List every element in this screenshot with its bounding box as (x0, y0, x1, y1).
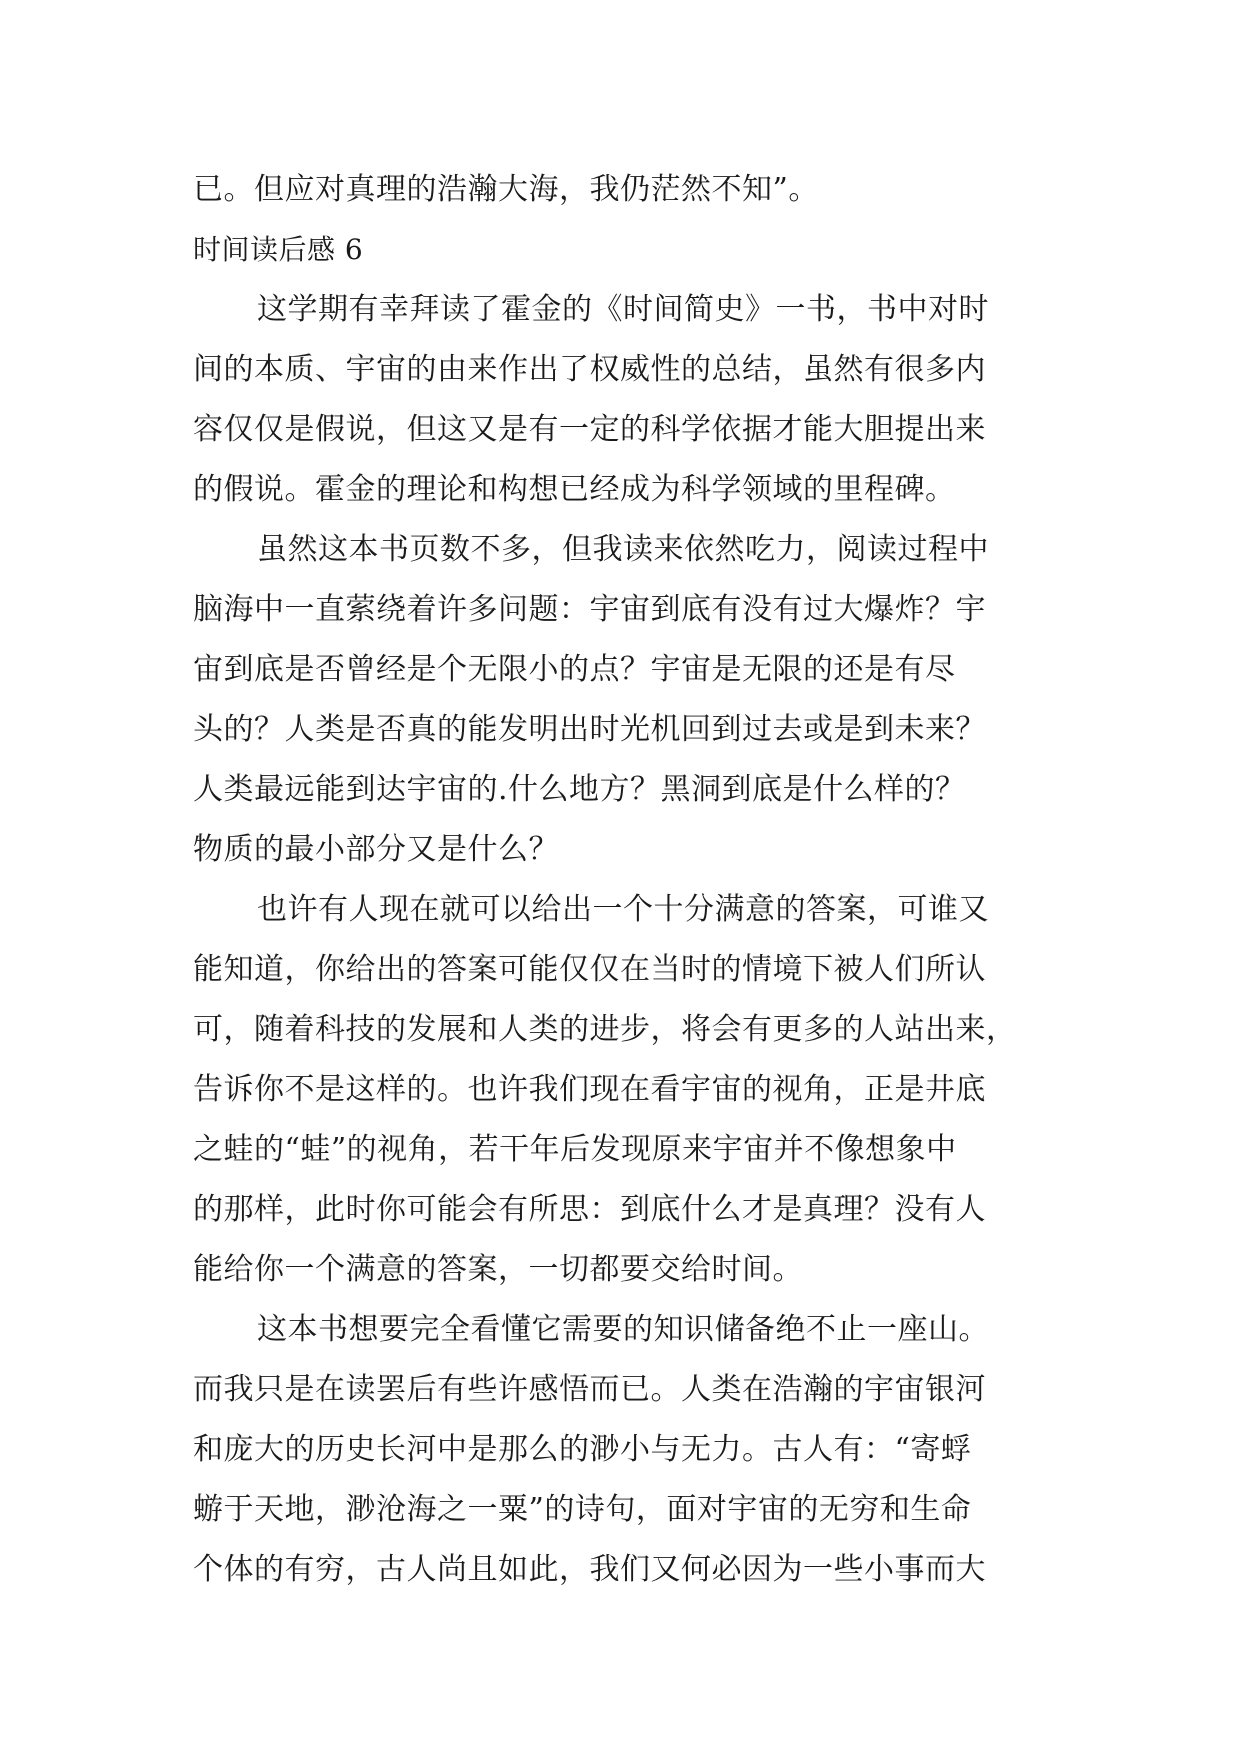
paragraph-line: 这学期有幸拜读了霍金的《时间简史》一书，书中对时 (257, 292, 989, 327)
paragraph-line: 间的本质、宇宙的由来作出了权威性的总结，虽然有很多内 (193, 352, 986, 387)
paragraph-line: 头的？人类是否真的能发明出时光机回到过去或是到未来？ (193, 712, 986, 747)
paragraph-line: 能知道，你给出的答案可能仅仅在当时的情境下被人们所认 (193, 952, 986, 987)
paragraph (193, 280, 1053, 520)
section-heading: 时间读后感 6 (193, 233, 364, 266)
paragraph (193, 1300, 1053, 1600)
paragraph (193, 880, 1053, 1300)
document-body (193, 160, 1053, 1600)
paragraph-line: 而我只是在读罢后有些许感悟而已。人类在浩瀚的宇宙银河 (193, 1372, 986, 1407)
paragraph-line: 之蛙的“蛙”的视角，若干年后发现原来宇宙并不像想象中 (193, 1132, 957, 1167)
paragraph-line: 物质的最小部分又是什么？ (193, 832, 559, 867)
paragraph-line: 也许有人现在就可以给出一个十分满意的答案，可谁又 (257, 892, 989, 927)
paragraph-line: 人类最远能到达宇宙的.什么地方？黑洞到底是什么样的？ (193, 772, 966, 807)
paragraph-line: 这本书想要完全看懂它需要的知识储备绝不止一座山。 (257, 1312, 989, 1347)
paragraph-line: 宙到底是否曾经是个无限小的点？宇宙是无限的还是有尽 (193, 652, 956, 687)
paragraph (193, 520, 1053, 880)
intro-line: 已。但应对真理的浩瀚大海，我仍茫然不知”。 (193, 172, 819, 207)
paragraph-line: 的那样，此时你可能会有所思：到底什么才是真理？没有人 (193, 1192, 986, 1227)
paragraph-line: 可，随着科技的发展和人类的进步，将会有更多的人站出来， (193, 1012, 1017, 1047)
paragraph-line: 的假说。霍金的理论和构想已经成为科学领域的里程碑。 (193, 472, 956, 507)
paragraph-line: 容仅仅是假说，但这又是有一定的科学依据才能大胆提出来 (193, 412, 986, 447)
paragraph-line: 脑海中一直萦绕着许多问题：宇宙到底有没有过大爆炸？宇 (193, 592, 986, 627)
paragraph-line: 虽然这本书页数不多，但我读来依然吃力，阅读过程中 (257, 532, 989, 567)
paragraph-line: 能给你一个满意的答案，一切都要交给时间。 (193, 1252, 803, 1287)
paragraph-line: 个体的有穷，古人尚且如此，我们又何必因为一些小事而大 (193, 1552, 986, 1587)
paragraph-line: 和庞大的历史长河中是那么的渺小与无力。古人有：“寄蜉 (193, 1432, 972, 1467)
paragraph-line: 蝣于天地，渺沧海之一粟”的诗句，面对宇宙的无穷和生命 (193, 1492, 972, 1527)
paragraph-line: 告诉你不是这样的。也许我们现在看宇宙的视角，正是井底 (193, 1072, 986, 1107)
